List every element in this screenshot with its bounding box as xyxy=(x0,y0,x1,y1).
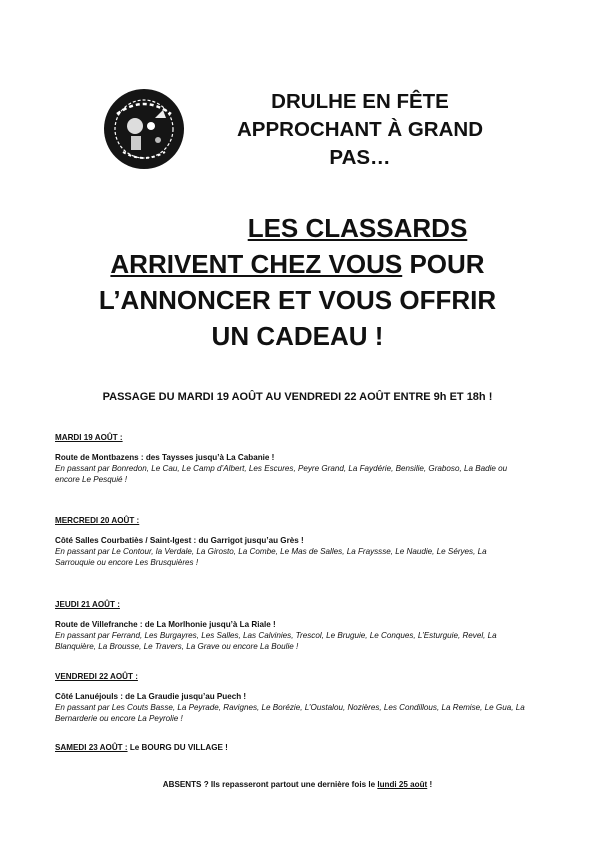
day-villages: En passant par Les Couts Basse, La Peyrade, Ravignes, Le Borézie, L’Oustalou, Nozières, Les Condillous, La Remise, Le Gua, La Bernarderie ou encore La Peyrolie ! xyxy=(55,703,525,723)
day-villages: En passant par Le Contour, la Verdale, La Girosto, La Combe, Le Mas de Salles, La Frayssse, Le Naudie, Le Séryes, La Sarrouquie ou encore Les Brusquières ! xyxy=(55,547,487,567)
day-route: Route de Villefranche : de La Morlhonie jusqu’à La Riale ! xyxy=(55,620,276,629)
headline-part-4: L’ANNONCER ET VOUS OFFRIR xyxy=(98,285,497,315)
announcement-headline xyxy=(40,210,555,354)
day-label: MARDI 19 AOÛT : xyxy=(55,433,123,442)
day-label: MERCREDI 20 AOÛT : xyxy=(55,516,140,525)
day-label: VENDREDI 22 AOÛT : xyxy=(55,672,138,681)
day-block-samedi xyxy=(55,743,228,752)
day-villages: En passant par Bonredon, Le Cau, Le Camp d’Albert, Les Escures, Peyre Grand, La Faydérie, Bensilie, Graboso, La Badie ou encore Le Pesquié ! xyxy=(55,464,508,484)
headline-part-1: LES CLASSARDS xyxy=(247,213,468,243)
title-line-1: DRULHE EN FÊTE xyxy=(271,90,449,113)
comite-des-fetes-logo xyxy=(103,88,185,170)
day-block-vendredi xyxy=(55,671,525,724)
day-block-jeudi xyxy=(55,599,525,652)
headline-part-2: ARRIVENT CHEZ VOUS xyxy=(110,249,403,279)
day-route: Côté Lanuéjouls : de La Graudie jusqu’au Puech ! xyxy=(55,692,247,701)
title-line-3: PAS… xyxy=(329,146,391,169)
day-villages: En passant par Ferrand, Les Burgayres, Les Salles, Las Calvinies, Trescol, Le Bruguie, Le Conques, L’Esturguie, Revel, La Blanquière, La Brousse, Le Travers, La Grave ou encore La Boulie ! xyxy=(55,631,497,651)
absents-end: ! xyxy=(429,780,433,789)
headline-part-3: POUR xyxy=(409,249,485,279)
absents-date: lundi 25 août xyxy=(377,780,428,789)
day-route: Route de Montbazens : des Taysses jusqu’à La Cabanie ! xyxy=(55,453,275,462)
absents-note xyxy=(55,780,540,789)
day-route: Côté Salles Courbatiès / Saint-Igest : du Garrigot jusqu’au Grès ! xyxy=(55,536,304,545)
passage-dates: PASSAGE DU MARDI 19 AOÛT AU VENDREDI 22 AOÛT ENTRE 9h ET 18h ! xyxy=(102,391,493,403)
logo-icon xyxy=(103,88,185,170)
samedi-label: SAMEDI 23 AOÛT : xyxy=(55,743,128,752)
headline-part-5: UN CADEAU ! xyxy=(211,321,384,351)
absents-text: ABSENTS ? Ils repasseront partout une dernière fois le xyxy=(162,780,376,789)
title-line-2: APPROCHANT À GRAND xyxy=(237,118,483,141)
day-label: JEUDI 21 AOÛT : xyxy=(55,600,120,609)
day-block-mardi xyxy=(55,432,525,485)
samedi-text: Le BOURG DU VILLAGE ! xyxy=(129,743,228,752)
day-block-mercredi xyxy=(55,515,525,568)
event-title xyxy=(210,88,510,172)
